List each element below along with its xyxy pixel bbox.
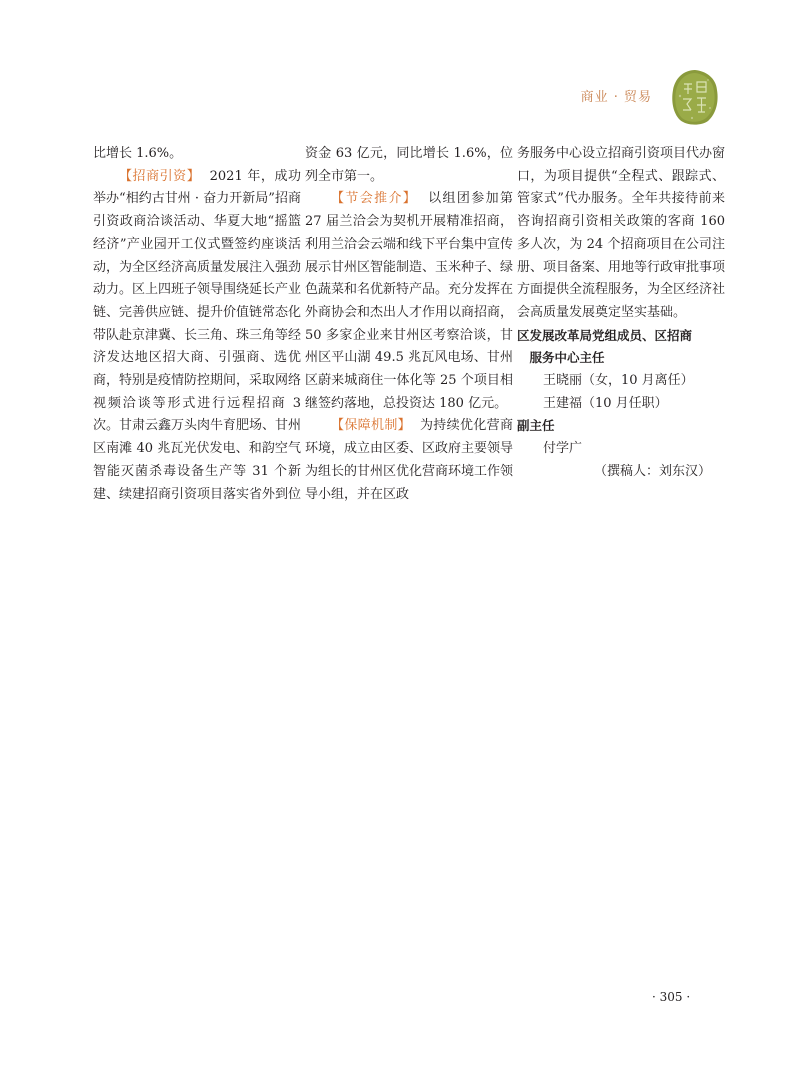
text-column-2 [305,143,513,506]
paragraph: 务服务中心设立招商引资项目代办窗口，为项目提供“全程式、跟踪式、管家式”代办服务。全年共接待前来咨询招商引资相关政策的客商 160 多人次，为 24 个招商项目在公司注册、项目备案、用地等行政审批事项方面提供全流程服务，为全区经济社会高质量发展奠定坚实基础。 [517,146,726,320]
paragraph-text: 为持续优化营商环境，成立由区委、区政府主要领导为组长的甘州区优化营商环境工作领导小组，并在区政 [305,418,514,502]
person-name: 王建福（10 月任职） [543,395,668,411]
text-column-3 [517,143,725,484]
green-seal-stamp-icon [670,68,720,126]
paragraph-guarantee-mechanism [305,415,513,506]
paragraph-investment-attraction [93,166,301,507]
section-tag: 【节会推介】 [331,191,418,207]
page-number: · 305 · [652,990,691,1004]
paragraph: 资金 63 亿元，同比增长 1.6%，位列全市第一。 [305,146,513,184]
role-title: 区发展改革局党组成员、区招商 [517,327,693,343]
paragraph: 比增长 1.6%。 [93,146,183,161]
text-column-1 [93,143,301,506]
paragraph-text: 2021 年，成功举办“相约古甘州 · 奋力开新局”招商引资政商洽谈活动、华夏大地“摇篮经济”产业园开工仪式暨签约座谈活动，为全区经济高质量发展注入强劲动力。区上四班子领导围绕延长产业链、完善供应链、提升价值链常态化带队赴京津冀、长三角、珠三角等经济发达地区招大商、引强商、选优商，特别是疫情防控期间，采取网络视频洽谈等形式进行远程招商 3 次。甘肃云鑫万头肉牛育肥场、甘州区南滩 40 兆瓦光伏发电、和韵空气智能灭菌杀毒设备生产等 31 个新建、续建招商引资项目落实省外到位 [93,168,302,502]
paragraph-text: 以组团参加第 27 届兰洽会为契机开展精准招商，利用兰洽会云端和线下平台集中宣传展示甘州区智能制造、玉米种子、绿色蔬菜和名优新特产品。充分发挥在外商协会和杰出人才作用以商招商，50 多家企业来甘州区考察洽谈，甘州区平山湖 49.5 兆瓦风电场、甘州区蔚来城商住一体化等 25 个项目相继签约落地，总投资达 180 亿元。 [305,191,514,411]
person-name: 付学广 [543,441,583,457]
paragraph-fair-promotion [305,188,513,415]
author-credit: （撰稿人：刘东汉） [593,463,711,479]
section-tag: 【招商引资】 [119,168,201,184]
role-title: 副主任 [517,418,555,434]
person-name: 王晓丽（女，10 月离任） [543,373,694,389]
section-tag: 【保障机制】 [331,418,412,434]
section-title: 商业 · 贸易 [580,90,652,105]
role-title-continued: 服务中心主任 [529,350,605,366]
